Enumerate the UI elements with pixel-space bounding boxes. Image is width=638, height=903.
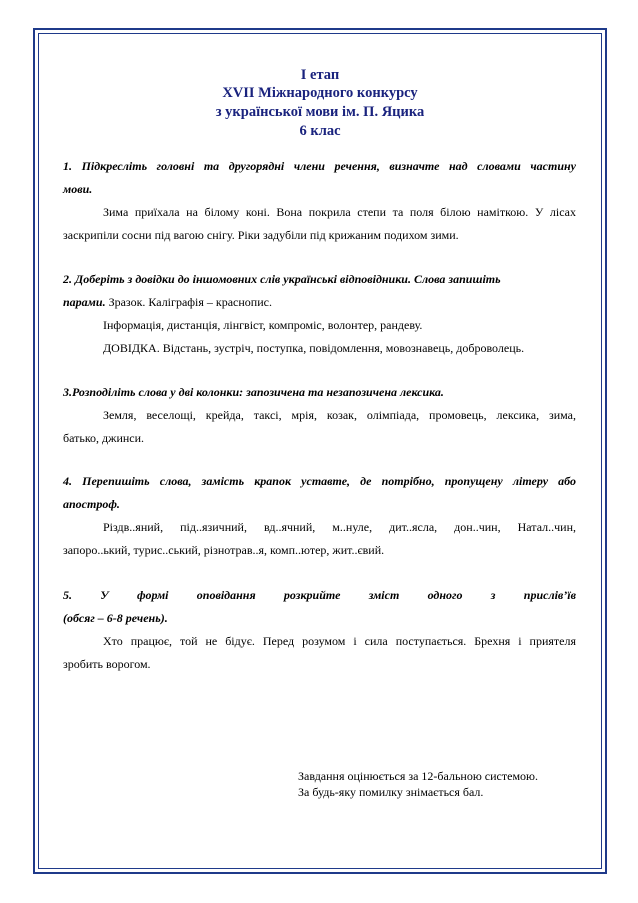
task-1-title-line1: 1. Підкресліть головні та другорядні члени речення, визначте над словами частину [63, 159, 576, 173]
task-3-title: 3.Розподіліть слова у дві колонки: запозичена та незапозичена лексика. [63, 385, 444, 399]
header-grade: 6 клас [299, 123, 341, 139]
task-2-sample: Зразок. Каліграфія – краснопис. [108, 295, 272, 309]
task-5-text-line2: зробить ворогом. [63, 657, 151, 671]
task-1 [63, 155, 576, 247]
task-5-text-line1: Хто працює, той не бідує. Перед розумом і сила поступається. Брехня і приятеля [103, 634, 576, 648]
task-3 [63, 381, 576, 450]
header-stage: І етап [300, 67, 340, 83]
task-4-title-line2: апостроф. [63, 497, 120, 511]
task-4-title-line1: 4. Перепишіть слова, замість крапок уставте, де потрібно, пропущену літеру або [63, 474, 576, 488]
task-2-title-line1: 2. Доберіть з довідки до іншомовних слів українські відповідники. Слова запишіть [63, 272, 501, 286]
task-2-help: ДОВІДКА. Відстань, зустріч, поступка, повідомлення, мовознавець, доброволець. [103, 341, 525, 355]
task-2-title-end: парами. [63, 295, 106, 309]
grading-note-line1: Завдання оцінюється за 12-бальною системою. [298, 769, 539, 783]
header-contest: XVII Міжнародного конкурсу [222, 85, 418, 101]
task-1-text-line2: заскрипіли сосни під вагою снігу. Ріки задубіли під крижаним подихом зими. [63, 228, 459, 242]
task-1-title-line2: мови. [63, 182, 93, 196]
task-3-text-line1: Земля, веселощі, крейда, таксі, мрія, козак, олімпіада, промовець, лексика, зима, [103, 408, 576, 422]
task-5 [63, 584, 576, 676]
task-2-words: Інформація, дистанція, лінгвіст, компроміс, волонтер, рандеву. [103, 318, 423, 332]
task-1-text-line1: Зима приїхала на білому коні. Вона покрила степи та поля білою наміткою. У лісах [103, 205, 576, 219]
task-3-text-line2: батько, джинси. [63, 431, 145, 445]
header-subject: з української мови ім. П. Яцика [215, 104, 425, 120]
grading-note-line2: За будь-яку помилку знімається бал. [298, 785, 484, 799]
task-4 [63, 470, 576, 562]
task-4-text-line1: Різдв..яний, під..язичний, вд..ячний, м..нуле, дит..ясла, дон..чин, Натал..чин, [103, 520, 576, 534]
task-2-title-line2 [63, 291, 576, 314]
task-4-text-line2: запоро..ький, турис..ський, різнотрав..я, комп..ютер, жит..євий. [63, 543, 385, 557]
grading-note [298, 768, 538, 800]
task-2 [63, 268, 576, 360]
task-5-title-line1: 5. У формі оповідання розкрийте зміст одного з прислів’їв [63, 588, 576, 602]
task-5-title-line2: (обсяг – 6-8 речень). [63, 611, 168, 625]
